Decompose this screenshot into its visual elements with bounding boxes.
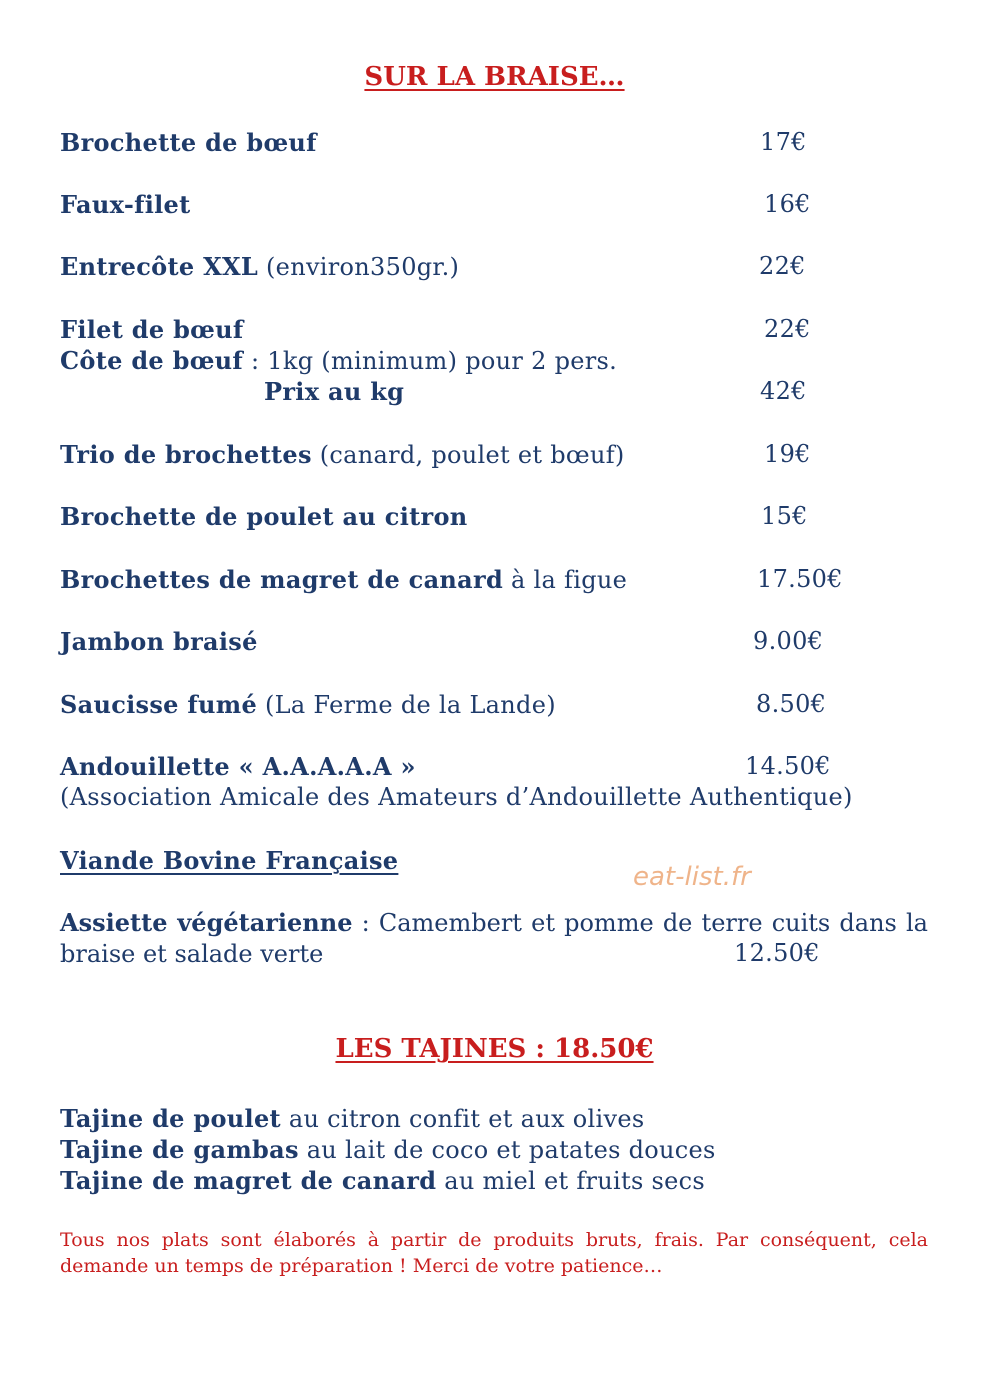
item-price: 19€ (764, 440, 811, 468)
item-name: Saucisse fumé (60, 690, 258, 719)
item-name: Brochette de bœuf (60, 128, 317, 157)
item-price: 9.00€ (753, 627, 824, 655)
item-price: 17.50€ (757, 565, 843, 593)
menu-item (60, 439, 625, 471)
watermark: eat-list.fr (633, 862, 751, 892)
item-name: Tajine de poulet (60, 1104, 281, 1133)
item-price: 42€ (760, 377, 807, 405)
item-detail: (environ350gr.) (258, 253, 460, 281)
item-detail: au citron confit et aux olives (280, 1105, 645, 1133)
tajine-item (60, 1103, 644, 1135)
item-name: Tajine de magret de canard (60, 1166, 437, 1195)
item-name: Brochettes de magret de canard (60, 565, 504, 594)
item-name: Brochette de poulet au citron (60, 502, 468, 531)
item-name: Tajine de gambas (60, 1135, 299, 1164)
item-name: Assiette végétarienne (60, 908, 353, 937)
item-name: Côte de bœuf (60, 346, 244, 375)
item-detail: (La Ferme de la Lande) (257, 691, 556, 719)
menu-item (60, 251, 459, 283)
item-name: Entrecôte XXL (60, 252, 259, 281)
item-price: 14.50€ (745, 752, 831, 780)
tajine-section-title: LES TAJINES : 18.50€ (335, 1034, 654, 1064)
item-name: Filet de bœuf (60, 315, 244, 344)
item-price: 17€ (760, 128, 807, 156)
tajine-item (60, 1165, 705, 1197)
item-name: Andouillette « A.A.A.A.A » (60, 752, 416, 781)
item-name: Trio de brochettes (60, 440, 312, 469)
menu-item (60, 345, 617, 377)
price-per-kg-label: Prix au kg (264, 377, 405, 406)
item-detail: : 1kg (minimum) pour 2 pers. (243, 347, 618, 375)
item-price: 16€ (764, 190, 811, 218)
menu-item (60, 501, 468, 533)
item-price: 22€ (764, 315, 811, 343)
menu-item (60, 314, 244, 346)
menu-item (60, 564, 627, 596)
item-detail: (canard, poulet et bœuf) (311, 441, 625, 469)
item-price: 15€ (761, 502, 808, 530)
item-detail: au lait de coco et patates douces (298, 1136, 716, 1164)
item-detail: à la figue (503, 566, 628, 594)
item-price: 8.50€ (756, 690, 827, 718)
menu-item (60, 689, 556, 721)
item-price: 12.50€ (734, 939, 820, 967)
item-detail: : Camembert et pomme de terre cuits dans la braise et salade verte (60, 909, 928, 968)
item-name: Jambon braisé (60, 627, 258, 656)
item-detail: au miel et fruits secs (436, 1167, 705, 1195)
menu-item (60, 127, 317, 159)
item-name: Faux-filet (60, 190, 191, 219)
grill-section-title: SUR LA BRAISE… (364, 62, 625, 92)
item-price: 22€ (759, 252, 806, 280)
tajine-item (60, 1134, 716, 1166)
item-detail: (Association Amicale des Amateurs d’Andouillette Authentique) (60, 783, 853, 811)
menu-item (60, 189, 191, 221)
origin-note: Viande Bovine Française (60, 846, 399, 875)
menu-item (60, 626, 258, 658)
footer-note: Tous nos plats sont élaborés à partir de produits bruts, frais. Par conséquent, cela demande un temps de préparation ! Merci de votre patience… (60, 1229, 928, 1277)
